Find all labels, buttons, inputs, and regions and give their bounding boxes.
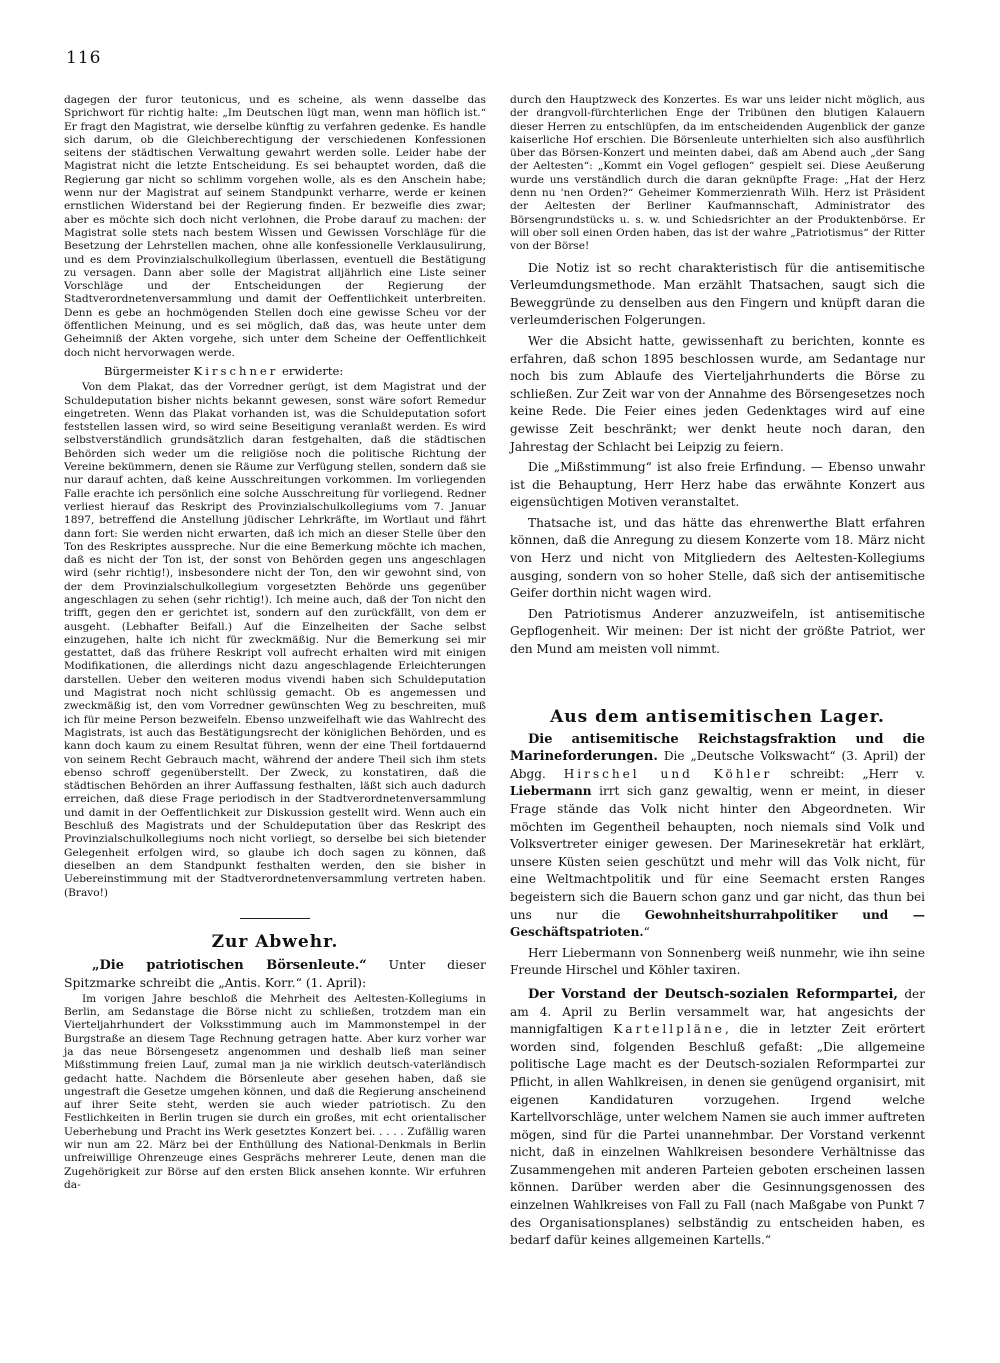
- section-title-abwehr: Zur Abwehr.: [211, 931, 339, 952]
- item1-text-c: irrt sich ganz gewaltig, wenn er meint, in dieser Frage stände das Volk nicht hinter den Abgeordneten. Wir möchten im Gegentheil behaupten, noch niemals sind Volk und Volksvertreter einiger gewesen. Der Marinesekretär hat erklärt, unsere Küsten seien geschützt und mehr will das Volk nicht, für eine Weltmachtpolitik und für eine Seemacht ersten Ranges begeistern sich die Bauern schon ganz und gar nicht, das thun bei uns nur die: [510, 784, 925, 922]
- commentary-paragraph: Die „Mißstimmung“ ist also freie Erfindung. — Ebenso unwahr ist die Behauptung, Herr Herz habe das erwähnte Konzert aus eigensüchtigen Motiven veranstaltet.: [510, 460, 925, 510]
- section-divider: [240, 918, 310, 919]
- item1-text-a: Die „Deutsche Volkswacht“ (3. April) der Abgg.: [510, 749, 925, 781]
- continued-paragraph: dagegen der furor teutonicus, und es scheine, als wenn dasselbe das Sprichwort für richtig halte: „Im Deutschen lügt man, wenn man höflich ist.“ Er fragt den Magistrat, wie derselbe künftig zu verfahren gedenke. Es handle sich darum, ob die Gleichberechtigung der verschiedenen Konfessionen seitens der städtischen Verwaltung gewahrt werden solle. Leider habe der Magistrat nicht die letzte Entscheidung. Es sei behauptet worden, daß die Regierung gar nicht so schlimm vorgehen wolle, als es den Anschein habe; wenn nur der Magistrat auf seinem Standpunkt verharre, werde er keinen ernstlichen Widerstand bei der Regierung finden. Er bezweifle dies zwar; aber es möchte sich doch nicht verlohnen, die Probe darauf zu machen: der Magistrat solle stets nach bestem Wissen und Gewissen Vorschläge für die Besetzung der Lehrstellen machen, ohne alle konfessionelle Verklausulirung, und es dem Provinzialschulkollegium überlassen, eventuell die Bestätigung zu versagen. Dann aber solle der Magistrat alljährlich eine Liste seiner Vorschläge und der Entscheidungen der Regierung der Stadtverordnetenversammlung und damit der Oeffentlichkeit unterbreiten. Denn es gebe an hochmögenden Stellen doch eine gewisse Scheu vor der öffentlichen Meinung, und es sei möglich, daß das, was heute unter dem Geheimniß der Akten vorgehe, sich unter dem Scheine der Oeffentlichkeit doch nicht hervorwagen werde.: [64, 94, 486, 359]
- article-title: „Die patriotischen Börsenleute.“: [92, 957, 367, 973]
- item2-text-a: der am 4. April zu Berlin versammelt war, hat angesichts der mannigfaltigen: [510, 986, 925, 1037]
- quote-paragraph: Im vorigen Jahre beschloß die Mehrheit des Aeltesten-Kollegiums in Berlin, am Sedanstage die Börse nicht zu schließen, trotzdem man ein Vierteljahrhundert der Volksstimmung auch im Mammonstempel in der Burgstraße an diesem Tage Rechnung getragen hatte. Aber kurz vorher war ja das neue Börsengesetz angenommen und deshalb ließ man seiner Mißstimmung freien Lauf, zumal man ja nie wirklich deutsch-vaterländisch gedacht hatte. Nachdem die Börsenleute aber gesehen haben, daß sie ungestraft die Gesetze umgehen können, und daß die Regierung anscheinend auf ihrer Seite steht, werden sie auch wieder patriotisch. Zu den Festlichkeiten in Berlin trugen sie durch ein großes, mit echt orientalischer Ueberhebung und Pracht ins Werk gesetztes Konzert bei. . . . . Zufällig waren wir nun am 22. März bei der Enthüllung des National-Denkmals in Berlin unfreiwillige Ohrenzeuge eines Gesprächs mehrerer Leute, denen man die Zugehörigkeit zur Börse auf den ersten Blick ansehen konnte. Wir erfuhren da-: [64, 992, 486, 1191]
- item2-spaced: Kartellpläne: [613, 1022, 725, 1037]
- article-intro: Unter dieser Spitzmarke schreibt die „Antis. Korr.“ (1. April):: [64, 956, 486, 990]
- commentary-paragraph: Die Notiz ist so recht charakteristisch für die antisemitische Verleumdungsmethode. Man erzählt Thatsachen, saugt sich die Beweggründe zu denselben aus den Fingern und knüpft daran die verleumderischen Folgerungen.: [510, 260, 925, 328]
- commentary-paragraph: Wer die Absicht hatte, gewissenhaft zu berichten, konnte es erfahren, daß schon 1895 beschlossen wurde, am Sedantage nur noch bis zum Ablaufe des Vierteljahrhunderts die Börse zu schließen. Zur Zeit war von der Annahme des Börsengesetzes noch keine Rede. Die Feier eines jeden Gedenktages wird auf eine gewisse Zeit beschränkt; wer denkt heute noch daran, den Jahrestag der Schlacht bei Leipzig zu feiern.: [510, 333, 925, 454]
- speaker-line: [64, 365, 486, 378]
- right-column: [510, 94, 925, 1250]
- item1-liebermann: Liebermann: [510, 784, 592, 799]
- speaker-prefix: Bürgermeister: [104, 363, 194, 378]
- item1-names: Hirschel und Köhler: [563, 766, 773, 781]
- item1-close: “: [643, 925, 650, 940]
- item2-title: Der Vorstand der Deutsch-sozialen Reformpartei,: [528, 986, 898, 1002]
- commentary-paragraph: Den Patriotismus Anderer anzuzweifeln, ist antisemitische Gepflogenheit. Wir meinen: Der ist nicht der größte Patriot, wer den Mund am meisten voll nimmt.: [510, 606, 925, 657]
- item2-text-b: , die in letzter Zeit erörtert worden sind, folgenden Beschluß gefaßt: „Die allgemeine politische Lage macht es der Deutsch-sozialen Reformpartei zur Pflicht, in allen Wahlkreisen, in denen sie genügend organisirt, mit eigenen Kandidaturen vorzugehen. Irgend welche Kartellvorschläge, unter welchem Namen sie auch immer auftreten mögen, sind für die Partei unannehmbar. Der Vorstand verkennt nicht, daß in einzelnen Wahlkreisen besondere Verhältnisse das Zusammengehen mit anderen Parteien geboten erscheinen lassen können. Darüber werden aber die Gesinnungsgenossen des einzelnen Wahlkreises von Fall zu Fall (nach Maßgabe von Punkt 7 des Organisationsplanes) selbständig zu entscheiden haben, es bedarf dafür keines allgemeinen Kartells.“: [510, 1022, 925, 1248]
- reply-paragraph: Von dem Plakat, das der Vorredner gerügt, ist dem Magistrat und der Schuldeputation bisher nichts bekannt gewesen, sonst wäre sofort Remedur eingetreten. Wenn das Plakat vorhanden ist, was die Schuldeputation sofort feststellen lassen wird, so wird seine Beseitigung veranlaßt werden. Es wird selbstverständlich grundsätzlich daran festgehalten, daß die städtischen Behörden sich weder um die religiöse noch die politische Richtung der Vereine bekümmern, denen sie Räume zur Verfügung stellen, sondern daß sie nur darauf achten, daß keine Ausschreitungen vorkommen. Im vorliegenden Falle erachte ich persönlich eine solche Ausschreitung für vorliegend. Redner verliest hierauf das Reskript des Provinzialschulkollegiums vom 7. Januar 1897, betreffend die Anstellung jüdischer Lehrkräfte, im Wortlaut und fährt dann fort: Sie werden nicht erwarten, daß ich mich an dieser Stelle über den Ton des Reskriptes ausspreche. Nur die eine Bemerkung möchte ich machen, daß es nicht der Ton ist, der sonst von Behörden gegen uns angeschlagen wird (sehr richtig!), insbesondere nicht der Ton, den wir gewohnt sind, von der dem Provinzialschulkollegium vorgesetzten Behörde uns gegenüber angeschlagen zu sehen (sehr richtig!). Ich meine auch, daß der Ton nicht den trifft, gegen den er gerichtet ist, sondern auf den zurückfällt, von dem er ausgeht. (Lebhafter Beifall.) Auf die Einzelheiten der Sache selbst einzugehen, halte ich nicht für zweckmäßig. Nur die Bemerkung sei mir gestattet, daß das frühere Reskript voll aufrecht erhalten wird mit einigen Modifikationen, die allerdings nicht dazu angeschlagende Erleichterungen darstellen. Ueber den weiteren modus vivendi haben sich Schuldeputation und Magistrat noch nicht schlüssig gemacht. Ob es angemessen und zweckmäßig ist, den vom Vorredner gewünschten Weg zu beschreiten, muß ich für meine Person bezweifeln. Ebenso unzweifelhaft wie das Wahlrecht des Magistrats, ist auch das Bestätigungsrecht der königlichen Behörden, und es kann doch kaum zu einem Resultat führen, wenn der eine Theil fortdauernd von seinem Recht Gebrauch macht, während der andere Theil sich ihm stets ebenso schroff gegenüberstellt. Der Zweck, zu konstatiren, daß die städtischen Behörden an ihrer Auffassung festhalten, läßt sich auch dadurch erreichen, daß diese Frage periodisch in der Stadtverordnetenversammlung und damit in der Oeffentlichkeit zur Diskussion gestellt wird. Wenn auch ein Beschluß des Magistrats und der Schuldeputation über das Reskript des Provinzialschulkollegiums noch nicht vorliegt, so derselbe bei sich bietender Gelegenheit erfolgen wird, so glaube ich doch sagen zu können, daß dieselben an dem Standpunkt festhalten werden, den sie bisher in Uebereinstimmung mit der Stadtverordnetenversammlung vertreten haben. (Bravo!): [64, 381, 486, 899]
- item1-title: Die antisemitische Reichstagsfraktion und die Marineforderungen.: [510, 731, 925, 765]
- article-lead: [64, 956, 486, 991]
- speaker-name: Kirschner: [193, 363, 279, 378]
- item1-paragraph: [510, 731, 925, 942]
- quote-continuation: durch den Hauptzweck des Konzertes. Es war uns leider nicht möglich, aus der drangvoll-fürchterlichen Enge der Tribünen den blutigen Kalauern dieser Herren zu entschlüpfen, da im entscheidenden Augenblick der ganze kaiserliche Hof erschien. Die Börsenleute unterhielten sich also ausführlich über das Börsen-Konzert und meinten dabei, daß am Abend auch „der Sang der Aeltesten“: „Kommt ein Vogel geflogen“ gespielt sei. Diese Aeußerung wurde uns verständlich durch die daran geknüpfte Frage: „Hat der Herz denn nu 'nen Orden?“ Geheimer Kommerzienrath Wilh. Herz ist Präsident der Aeltesten der Berliner Kaufmannschaft, Administrator des Börsengrundstücks u. s. w. und Schiedsrichter an der Produktenbörse. Er will ober soll einen Orden haben, das ist der wahre „Patriotismus“ der Ritter von der Börse!: [510, 94, 925, 253]
- commentary-paragraph: Thatsache ist, und das hätte das ehrenwerthe Blatt erfahren können, daß die Anregung zu diesem Konzerte vom 18. März nicht von Herz und nicht von Mitgliedern des Aeltesten-Kollegiums ausging, sondern von so hoher Stelle, daß sich der antisemitische Geifer dorthin nicht wagen wird.: [510, 515, 925, 601]
- speaker-suffix: erwiderte:: [278, 363, 344, 378]
- page-number: 116: [66, 48, 102, 68]
- section-title-lager: Aus dem antisemitischen Lager.: [550, 706, 885, 727]
- item1-text-b: schreibt: „Herr v.: [772, 766, 925, 781]
- item2-paragraph: [510, 986, 925, 1250]
- item1-follow: Herr Liebermann von Sonnenberg weiß nunmehr, wie ihn seine Freunde Hirschel und Köhler taxiren.: [510, 945, 925, 978]
- left-column: [64, 94, 486, 1192]
- item1-bold-end: Gewohnheitshurrahpolitiker und — Geschäftspatrioten.: [510, 907, 925, 940]
